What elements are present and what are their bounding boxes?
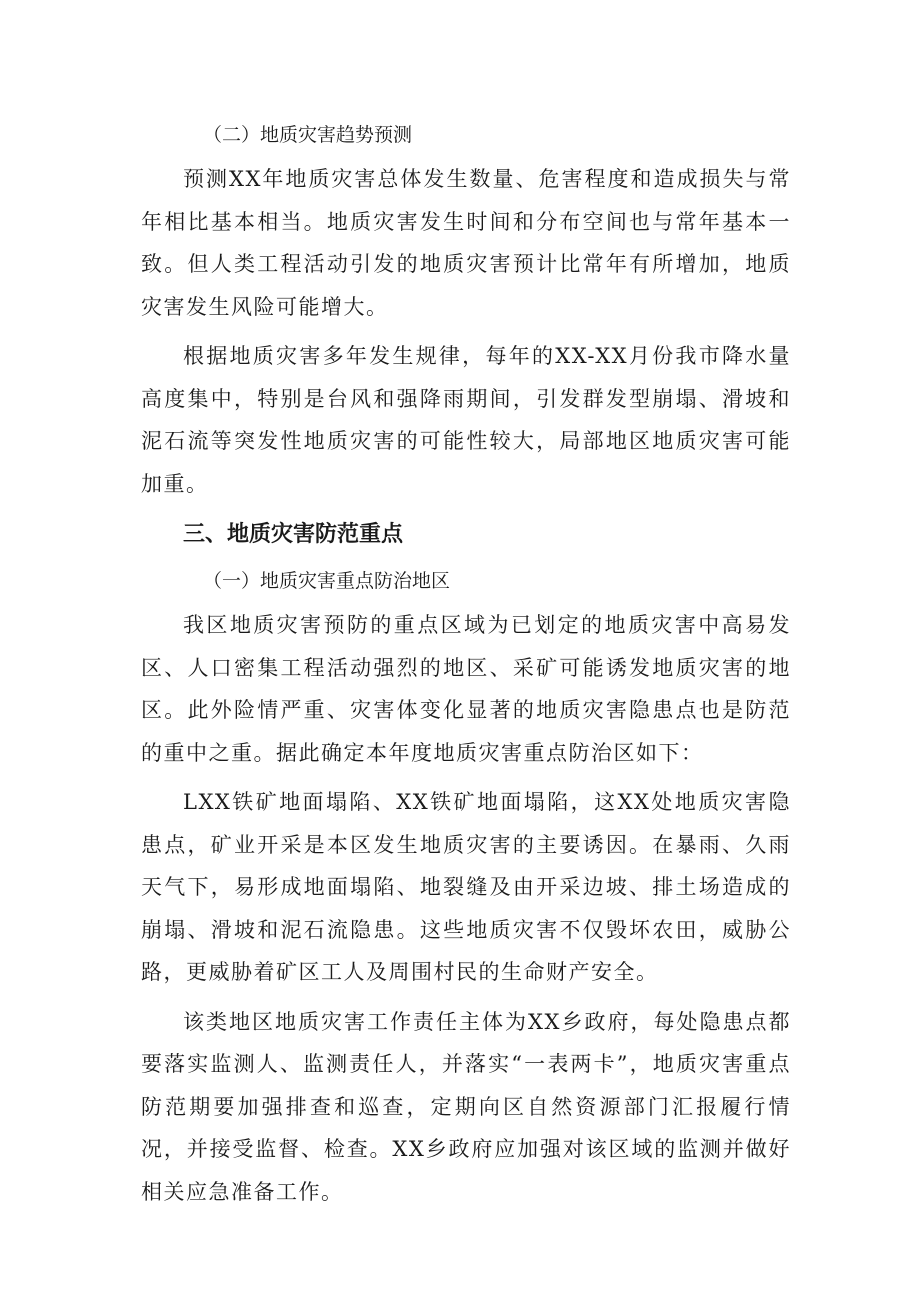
paragraph-rainfall-pattern: 根据地质灾害多年发生规律，每年的XX-XX月份我市降水量高度集中，特别是台风和强降雨期间，引发群发型崩塌、滑坡和泥石流等突发性地质灾害的可能性较大，局部地区地质灾害可能加重。 [141,344,791,496]
paragraph-mine-subsidence: LXX铁矿地面塌陷、XX铁矿地面塌陷，这XX处地质灾害隐患点，矿业开采是本区发生地质灾害的主要诱因。在暴雨、久雨天气下，易形成地面塌陷、地裂缝及由开采边坡、排土场造成的崩塌、滑坡和泥石流隐患。这些地质灾害不仅毁坏农田，威胁公路，更威胁着矿区工人及周围村民的生命财产安全。 [141,790,791,984]
subsection-title-key-areas: （一）地质灾害重点防治地区 [203,570,451,592]
subsection-title-trend-forecast: （二）地质灾害趋势预测 [203,124,413,146]
paragraph-key-areas: 我区地质灾害预防的重点区域为已划定的地质灾害中高易发区、人口密集工程活动强烈的地区、采矿可能诱发地质灾害的地区。此外险情严重、灾害体变化显著的地质灾害隐患点也是防范的重中之重。据此确定本年度地质灾害重点防治区如下： [141,613,791,765]
paragraph-trend-forecast: 预测XX年地质灾害总体发生数量、危害程度和造成损失与常年相比基本相当。地质灾害发生时间和分布空间也与常年基本一致。但人类工程活动引发的地质灾害预计比常年有所增加，地质灾害发生风险可能增大。 [141,167,791,319]
document-body [141,112,791,1220]
paragraph-responsibility: 该类地区地质灾害工作责任主体为XX乡政府，每处隐患点都要落实监测人、监测责任人，并落实“一表两卡”，地质灾害重点防范期要加强排查和巡查，定期向区自然资源部门汇报履行情况，并接受监督、检查。XX乡政府应加强对该区域的监测并做好相关应急准备工作。 [141,1009,791,1204]
section-heading-prevention-focus: 三、地质灾害防范重点 [183,522,404,547]
